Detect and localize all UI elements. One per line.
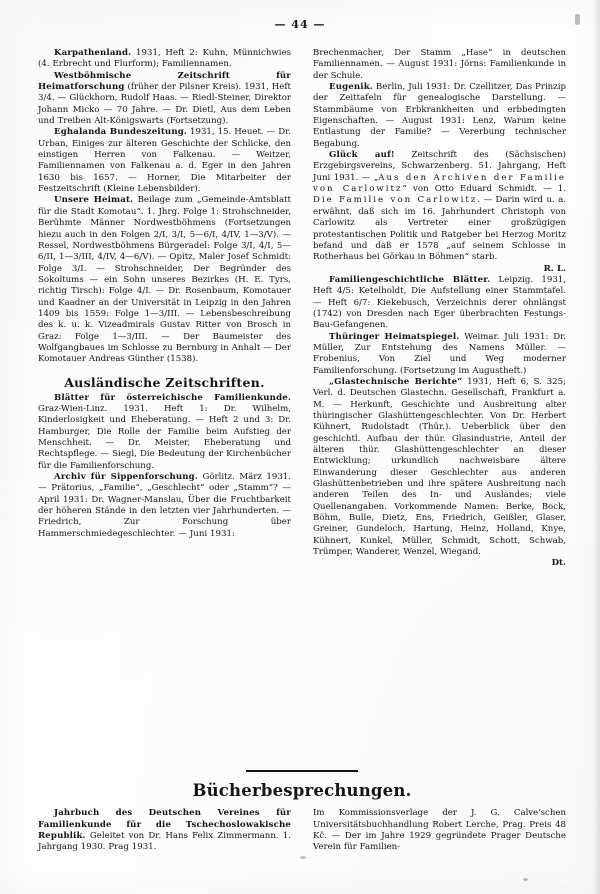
book-title: Jahrbuch des Deutschen Vereines für Familienkunde für die Tschechoslowakische Republik.: [38, 808, 291, 842]
entry-body: Weimar. Juli 1931: Dr. Müller, Zur Entstehung des Namens Müller. — Frobenius, Von Ziel und Weg moderner Familienforschung. (Fortsetzung im Augustheft.): [313, 331, 567, 376]
journal-entry: [38, 48, 291, 71]
entry-title: Unsere Heimat.: [54, 195, 134, 206]
entry-body: Leipzig. 1931, Heft 4/5: Ketelholdt, Die Aufstellung einer Stammtafel. — Heft 6/7: Kiekebusch, Verzeichnis derer ohnlängst (1742) von Dresden nach Eger überbrachten Festungs-Bau-Gefangenen.: [313, 274, 566, 331]
journal-entry: [313, 275, 566, 332]
entry-title: Eugenik.: [329, 82, 373, 93]
entry-body: Beilage zum „Gemeinde-Amtsblatt für die Stadt Komotau“. 1. Jhrg. Folge 1: Strohschneider, Berühmte Männer Nordwestböhmens (Fortsetzungen hiezu auch in den Folgen 2/I, 3/I, 5—6/I, 4/IV, 1—3/V). — Ressel, Nordwestböhmens Bürgeradel: Folge 3/I, 4/I, 5—6/II, 1—3/III, 4/IV, 4—6/V). — Opitz, Maler Josef Schmidt: Folge 3/I. — Strohschneider, Der Begründer des Sokoltums — ein Sohn unseres Bezirkes (H. E. Tyrs, richtig Tirsch): Folge 4/I. — Dr. Rosenbaum, Komotauer und Kaadner an der Universität in Leipzig in den Jahren 1409 bis 1559: Folge 1—3/III. — Lebensbeschreibung des k. u. k. Vizeadmirals Gustav Ritter von Brosch in Graz: Folge 1—3/III. — Der Baumeister des Wolfgangbaues im Schlosse zu Bernburg in Anhalt — Der Komotauer Andreas Günther (1538).: [38, 195, 292, 365]
entry-signature: Dt.: [551, 558, 566, 569]
entry-title: Eghalanda Bundeszeitung.: [54, 127, 188, 138]
entry-body: 1931, 15. Heuet. — Dr. Urban, Einiges zur älteren Geschichte der Schlicke, den einstigen Herren von Falkenau. — Weitzer, Familiennamen von Falkenau a. d. Eger in den Jahren 1630 bis 1657. — Horner, Die Mitarbeiter der Festzeitschrift (Kleine Lebensbilder).: [38, 127, 291, 195]
journal-entry: [313, 377, 566, 570]
page-number: — 44 —: [274, 18, 326, 31]
section-divider-rule: [246, 770, 358, 772]
journal-entry: [313, 82, 566, 150]
entry-body: (früher der Pilsner Kreis). 1931, Heft 3/4. — Glückhorn, Rudolf Haas. — Riedl-Steiner, Direktor Johann Micko — 70 Jahre. — Dr. Dietl, Aus dem Leben und Treiben Alt-Königswarts (Fortsetzung).: [38, 82, 291, 127]
entry-emphasis: Die Familie von Carlowitz: [313, 195, 478, 206]
entry-body: 1931, Heft 6, S. 325; Verl. d. Deutschen Glastechn. Gesellschaft, Frankfurt a. M. — Herkunft, Geschichte und Ausbreitung alter thüringischer Glashüttengeschlechter. Von Dr. Herbert Kühnert, Rudolstadt (Thür.). Ueberblick über den geschichtl. Aufbau der thür. Glasindustrie, Anteil der älteren thür. Glashüttengeschlechter an dieser Entwicklung; urkundlich nachweisbare ältere Einwanderung dieser Geschlechter aus anderen Glashüttenbetrieben und ihre spätere Ausbreitung nach anderen Teilen des In- und Auslandes; viele Quellenangaben. Vorkommende Namen: Berke, Bock, Böhm, Bulle, Dietz, Ens, Friedrich, Geißler, Glaser, Greiner, Gundeloch, Hartung, Heinz, Holland, Knye, Kühnert, Kunkel, Müller, Schmidt, Schott, Schwab, Trümper, Wanderer, Wenzel, Wiegand.: [313, 376, 566, 558]
journal-entry: [38, 472, 291, 540]
book-reviews-section: [38, 770, 566, 854]
book-review-right-column: [313, 808, 566, 853]
book-review-continuation: Im Kommissionsverlage der J. G. Calve'schen Universitätsbuchhandlung Robert Lerche, Prag. Preis 48 Kč. — Der im Jahre 1929 gegründete Prager Deutsche Verein für Familien-: [313, 808, 566, 853]
entry-body: Berlin, Juli 1931: Dr. Czellitzer, Das Prinzip der Zeittafeln für genealogische Darstellung. — Stammbäume von Erbkrankheiten und erbbedingten Eigenschaften. — August 1931: Lenz, Warum keine Entlastung der Familie? — Vererbung technischer Begabung.: [313, 82, 566, 149]
scan-speck: [575, 14, 580, 25]
entry-title: „Glastechnische Berichte“: [329, 376, 463, 387]
journal-entry: [38, 71, 291, 128]
entry-title: Thüringer Heimatspiegel.: [329, 331, 460, 342]
entry-title: Karpathenland.: [54, 48, 132, 58]
entry-title: Archiv für Sippenforschung.: [54, 472, 198, 483]
right-column: [313, 48, 566, 570]
two-column-body: [38, 48, 566, 570]
book-review-body: Geleitet von Dr. Hans Felix Zimmermann. 1. Jahrgang 1930. Prag 1931.: [38, 831, 291, 853]
entry-signature: R. L.: [543, 263, 566, 274]
scan-speck: [523, 878, 528, 881]
entry-title: Blätter für österreichische Familienkunde.: [54, 392, 291, 403]
entry-body: . — Darin wird u. a. erwähnt, daß sich im 16. Jahrhundert Christoph von Carlowitz als Vertreter einer großzügigen protestantischen Politik und Ratgeber bei Herzog Moritz befand und daß er 1578 „auf seinem Schlosse in Rotherhaus bei Görkau in Böhmen“ starb.: [313, 195, 566, 263]
entry-title: Glück auf!: [329, 150, 395, 161]
entry-continuation: Brechenmacher, Der Stamm „Hase“ in deutschen Familiennamen. — August 1931: Jörns: Familienkunde in der Schule.: [313, 48, 566, 81]
book-reviews-columns: [38, 808, 566, 853]
book-review-left-column: [38, 808, 291, 853]
book-review-entry: [38, 808, 291, 853]
entry-title: Familiengeschichtliche Blätter.: [329, 274, 491, 285]
entry-emphasis: Aus den Archiven der Familie von Carlowitz: [313, 172, 566, 195]
entry-body: 1931, Heft 2: Kuhn, Münnichwies (4. Erbrecht und Flurform); Familiennamen.: [38, 48, 291, 70]
journal-entry: [313, 332, 566, 377]
scan-edge-artifact: [593, 0, 600, 894]
section-heading-foreign-journals: Ausländische Zeitschriften.: [64, 374, 265, 390]
journal-entry: [38, 127, 291, 195]
scan-speck: [300, 856, 306, 859]
journal-entry: [38, 195, 291, 365]
entry-title: Westböhmische Zeitschrift für Heimatforschung: [38, 70, 291, 93]
entry-body: Graz-Wien-Linz. 1931. Heft 1: Dr. Wilhelm, Kinderlosigkeit und Eheberatung. — Heft 2 und 3: Dr. Hamburger, Die Rolle der Familie beim Aufstieg der Menschheit. — Dr. Meister, Eheberatung und Rechtspflege. — Siegl, Die Bedeutung der Kirchenbücher für die Familienforschung.: [38, 403, 291, 471]
entry-body: “ von Otto Eduard Schmidt. — 1.: [402, 184, 567, 195]
entry-body: Zeitschrift des (Sächsischen) Erzgebirgsvereins, Schwarzenberg. 51. Jahrgang, Heft Juni 1931. — „: [313, 150, 566, 183]
book-reviews-heading: Bücherbesprechungen.: [192, 781, 412, 801]
entry-body: Görlitz. März 1931. — Prätorius, „Familie“, „Geschlecht“ oder „Stamm“? — April 1931: Dr. Wagner-Manslau, Über die Fruchtbarkeit der höheren Stände in den letzten vier Jahrhunderten. — Friedrich, Zur Forschung über Hammerschmiedegeschlechter. — Juni 1931:: [38, 472, 291, 539]
journal-entry: [313, 150, 566, 275]
left-column: [38, 48, 291, 570]
journal-entry: [38, 393, 291, 472]
